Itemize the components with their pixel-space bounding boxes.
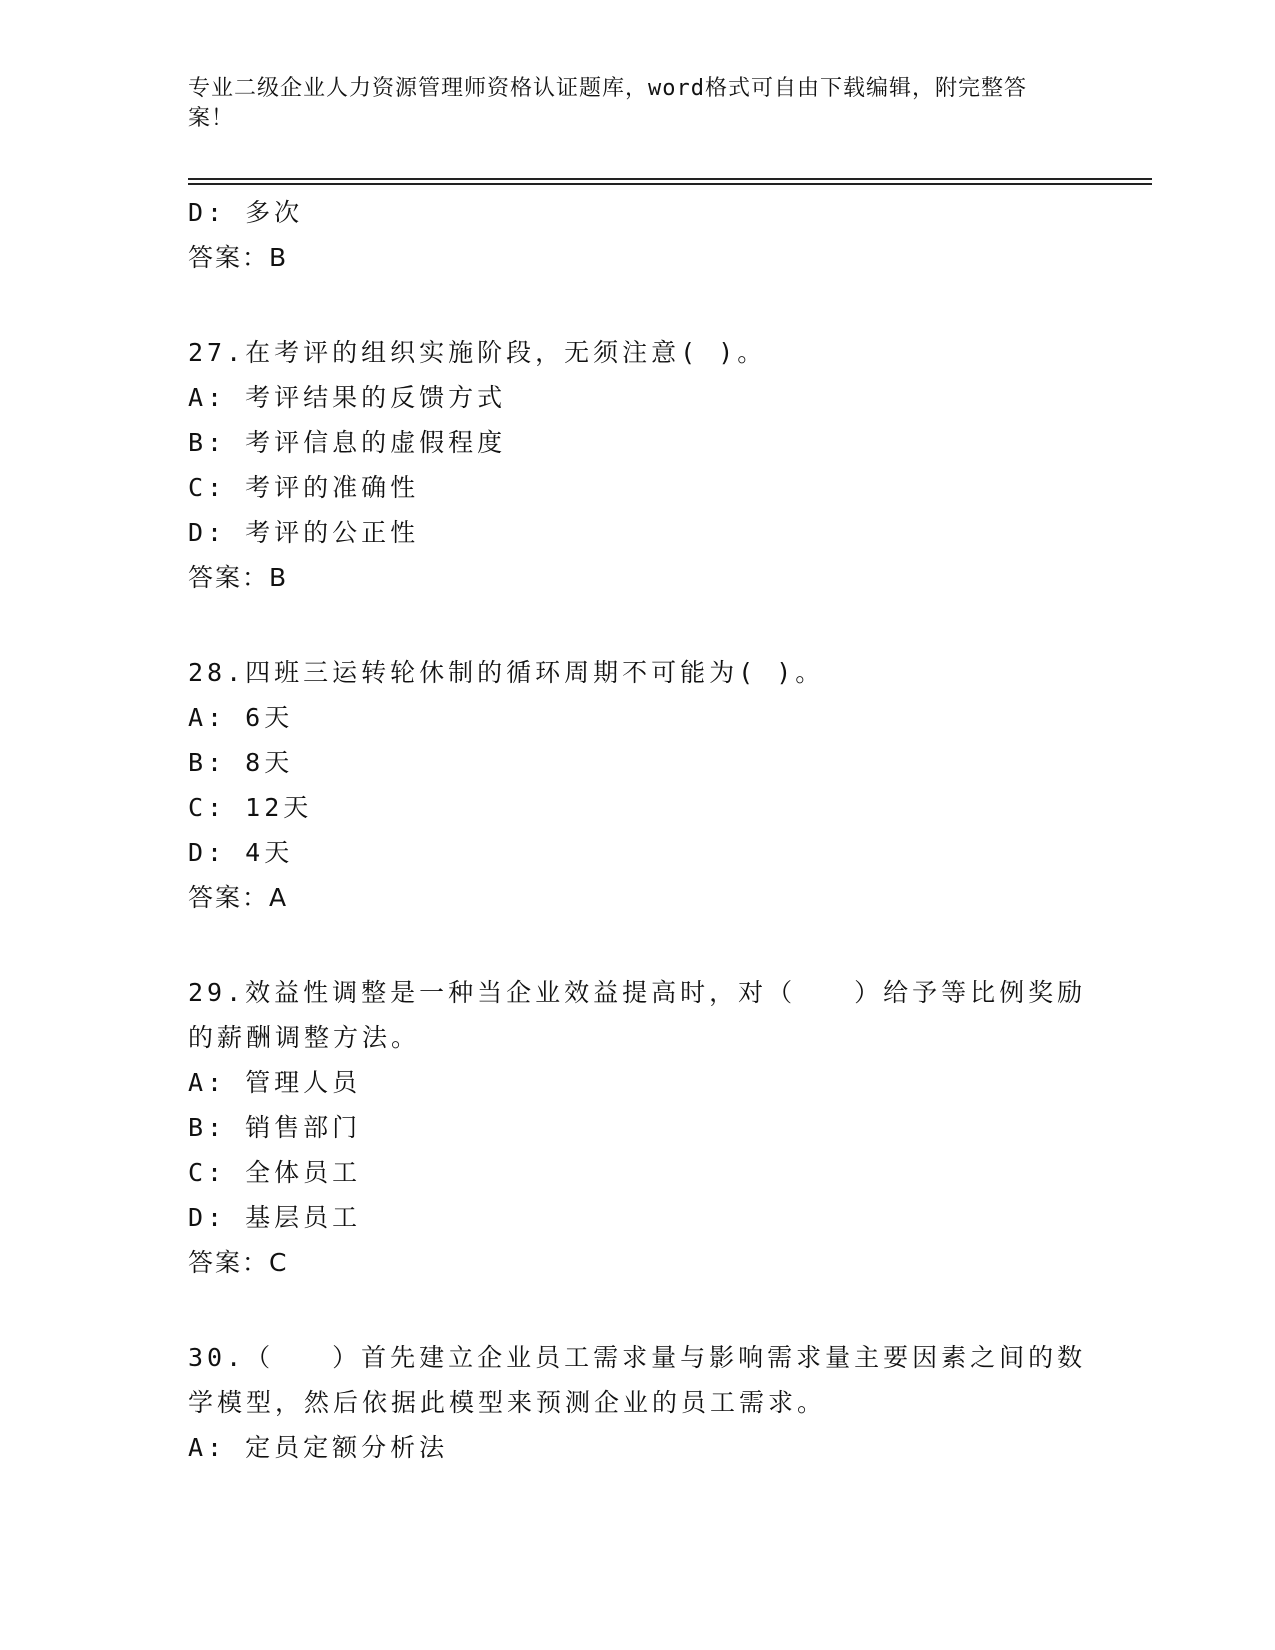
option-d: D: 4天 <box>188 838 294 867</box>
answer-line: 答案：B <box>188 563 289 592</box>
option-d: D: 多次 <box>188 198 304 227</box>
option-b: B: 考评信息的虚假程度 <box>188 428 507 457</box>
answer-line: 答案：B <box>188 243 289 272</box>
header-divider-top <box>188 178 1152 180</box>
question-stem: 29.效益性调整是一种当企业效益提高时，对（ ）给予等比例奖励的薪酬调整方法。 <box>188 978 1087 1052</box>
answer-line: 答案：A <box>188 883 289 912</box>
question-list <box>188 190 1088 1470</box>
option-c: C: 全体员工 <box>188 1158 362 1187</box>
header-divider-bottom <box>188 183 1152 185</box>
option-b: B: 8天 <box>188 748 294 777</box>
option-c: C: 12天 <box>188 793 313 822</box>
option-a: A: 定员定额分析法 <box>188 1433 449 1462</box>
option-d: D: 考评的公正性 <box>188 518 420 547</box>
option-c: C: 考评的准确性 <box>188 473 420 502</box>
option-a: A: 管理人员 <box>188 1068 362 1097</box>
question-stem: 28.四班三运转轮休制的循环周期不可能为( )。 <box>188 658 825 687</box>
question-28 <box>188 650 1088 920</box>
option-a: A: 考评结果的反馈方式 <box>188 383 507 412</box>
option-d: D: 基层员工 <box>188 1203 362 1232</box>
carry-over-block <box>188 190 1088 280</box>
question-stem: 30.（ ）首先建立企业员工需求量与影响需求量主要因素之间的数学模型，然后依据此模型来预测企业的员工需求。 <box>188 1343 1087 1417</box>
question-30 <box>188 1335 1088 1470</box>
question-29 <box>188 970 1088 1285</box>
option-b: B: 销售部门 <box>188 1113 362 1142</box>
option-a: A: 6天 <box>188 703 294 732</box>
question-27 <box>188 330 1088 600</box>
question-stem: 27.在考评的组织实施阶段，无须注意( )。 <box>188 338 767 367</box>
answer-line: 答案：C <box>188 1248 289 1277</box>
document-header: 专业二级企业人力资源管理师资格认证题库，word格式可自由下载编辑，附完整答案！ <box>188 76 1027 131</box>
